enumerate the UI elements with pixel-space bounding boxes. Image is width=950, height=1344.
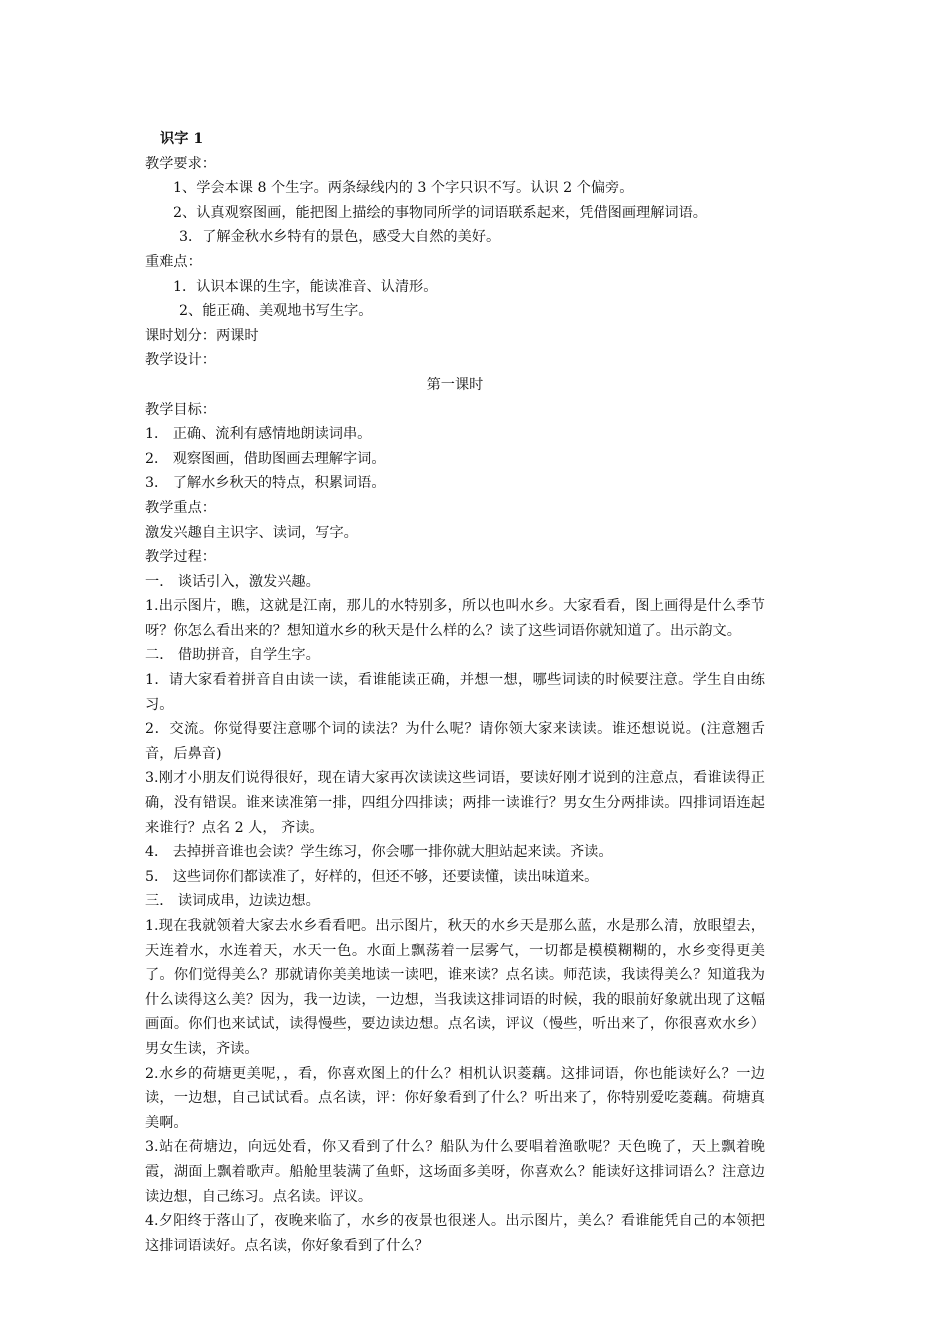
process-paragraph: 4． 去掉拼音谁也会读？学生练习，你会哪一排你就大胆站起来读。齐读。 bbox=[145, 844, 613, 861]
key-point-item: 2、能正确、美观地书写生字。 bbox=[179, 303, 373, 320]
process-paragraph: 2．交流。你觉得要注意哪个词的读法？为什么呢？请你领大家来读读。谁还想说说。(注意翘舌音，后鼻音) bbox=[145, 721, 765, 762]
process-paragraph: 3.站在荷塘边，向远处看，你又看到了什么？船队为什么要唱着渔歌呢？天色晚了，天上飘着晚霞，湖面上飘着歌声。船舱里装满了鱼虾，这场面多美呀，你喜欢么？能读好这排词语么？注意边读边想，自己练习。点名读。评议。 bbox=[145, 1139, 765, 1205]
design-heading: 教学设计： bbox=[145, 352, 216, 369]
lesson-heading: 识字 1 bbox=[160, 131, 204, 147]
goal-item: 2． 观察图画，借助图画去理解字词。 bbox=[145, 450, 386, 467]
key-point-item: 1．认识本课的生字，能读准音、认清形。 bbox=[173, 278, 438, 295]
process-paragraph: 1．请大家看着拼音自由读一读，看谁能读正确，并想一想，哪些词读的时候要注意。学生自由练习。 bbox=[145, 672, 765, 713]
requirement-item: 1、学会本课 8 个生字。两条绿线内的 3 个字只识不写。认识 2 个偏旁。 bbox=[173, 180, 634, 197]
requirement-item: 2、认真观察图画，能把图上描绘的事物同所学的词语联系起来，凭借图画理解词语。 bbox=[173, 204, 707, 221]
process-paragraph: 1.出示图片，瞧，这就是江南，那儿的水特别多，所以也叫水乡。大家看看，图上画得是什么季节呀？你怎么看出来的？想知道水乡的秋天是什么样的么？读了这些词语你就知道了。出示韵文。 bbox=[145, 598, 765, 639]
key-points-heading: 重难点： bbox=[145, 253, 202, 270]
goals-heading: 教学目标： bbox=[145, 401, 216, 418]
requirements-heading: 教学要求： bbox=[145, 155, 216, 172]
process-section-heading: 三． 读词成串，边读边想。 bbox=[145, 893, 320, 910]
goal-item: 3． 了解水乡秋天的特点，积累词语。 bbox=[145, 475, 386, 492]
process-section-heading: 一． 谈话引入，激发兴趣。 bbox=[145, 573, 320, 590]
focus-heading: 教学重点： bbox=[145, 499, 216, 516]
periods-line: 课时划分：两课时 bbox=[145, 327, 259, 344]
goal-item: 1． 正确、流利有感情地朗读词串。 bbox=[145, 426, 372, 443]
process-paragraph: 3.刚才小朋友们说得很好，现在请大家再次读读这些词语，要读好刚才说到的注意点，看谁读得正确，没有错误。谁来读准第一排，四组分四排读；两排一读谁行？男女生分两排读。四排词语连起来谁行？点名 2 人， 齐读。 bbox=[145, 770, 765, 836]
process-section-heading: 二． 借助拼音，自学生字。 bbox=[145, 647, 320, 664]
process-heading: 教学过程： bbox=[145, 549, 216, 566]
requirement-item: 3．了解金秋水乡特有的景色，感受大自然的美好。 bbox=[179, 229, 501, 246]
process-paragraph: 5． 这些词你们都读准了，好样的，但还不够，还要读懂，读出味道来。 bbox=[145, 868, 599, 885]
focus-text: 激发兴趣自主识字、读词，写字。 bbox=[145, 524, 358, 541]
lesson-subtitle: 第一课时 bbox=[426, 376, 484, 393]
process-paragraph: 2.水乡的荷塘更美呢，，看，你喜欢图上的什么？相机认识菱藕。这排词语，你也能读好么？一边读，一边想，自己试试看。点名读，评：你好象看到了什么？听出来了，你特别爱吃菱藕。荷塘真美啊。 bbox=[145, 1065, 765, 1131]
process-paragraph: 4.夕阳终于落山了，夜晚来临了，水乡的夜景也很迷人。出示图片，美么？看谁能凭自己的本领把这排词语读好。点名读，你好象看到了什么？ bbox=[145, 1213, 765, 1254]
document-body bbox=[145, 127, 765, 1258]
process-paragraph: 1.现在我就领着大家去水乡看看吧。出示图片，秋天的水乡天是那么蓝，水是那么清，放眼望去，天连着水，水连着天，水天一色。水面上飘荡着一层雾气，一切都是模模糊糊的，水乡变得更美了。你们觉得美么？那就请你美美地读一读吧，谁来读？点名读。师范读，我读得美么？知道我为什么读得这么美？因为，我一边读，一边想，当我读这排词语的时候，我的眼前好象就出现了这幅画面。你们也来试试，读得慢些，要边读边想。点名读，评议（慢些，听出来了，你很喜欢水乡）男女生读，齐读。 bbox=[145, 918, 765, 1057]
